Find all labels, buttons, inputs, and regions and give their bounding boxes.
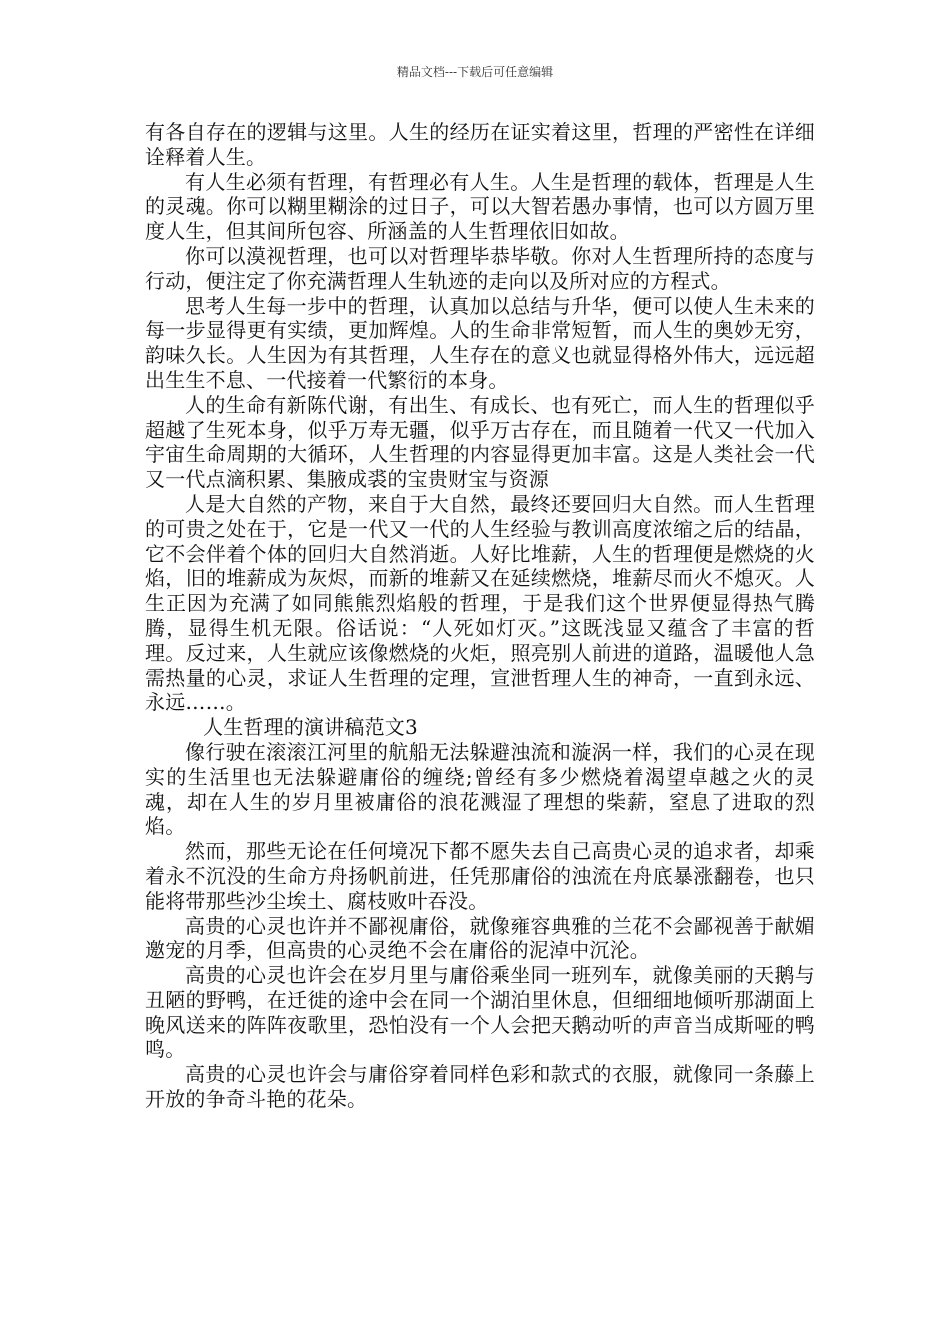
paragraph-10: 高贵的心灵也许会在岁月里与庸俗乘坐同一班列车，就像美丽的天鹅与丑陋的野鸭，在迁徙的途中会在同一个湖泊里休息，但细细地倾听那湖面上晚风送来的阵阵夜歌里，恐怕没有一个人会把天鹅动听的声音当成斯哑的鸭鸣。 bbox=[145, 963, 815, 1062]
paragraph-11: 高贵的心灵也许会与庸俗穿着同样色彩和款式的衣服，就像同一条藤上开放的争奇斗艳的花朵。 bbox=[145, 1062, 815, 1112]
paragraph-7: 像行驶在滚滚江河里的航船无法躲避浊流和漩涡一样，我们的心灵在现实的生活里也无法躲避庸俗的缠绕;曾经有多少燃烧着渴望卓越之火的灵魂，却在人生的岁月里被庸俗的浪花溅湿了理想的柴薪，窒息了进取的烈焰。 bbox=[145, 739, 815, 839]
page-header: 精品文档---下载后可任意编辑 bbox=[396, 65, 554, 79]
paragraph-6: 人是大自然的产物，来自于大自然，最终还要回归大自然。而人生哲理的可贵之处在于，它是一代又一代的人生经验与教训高度浓缩之后的结晶，它不会伴着个体的回归大自然消逝。人好比堆薪，人生的哲理便是燃烧的火焰，旧的堆薪成为灰烬，而新的堆薪又在延续燃烧，堆薪尽而火不熄灭。人生正因为充满了如同熊熊烈焰般的哲理，于是我们这个世界便显得热气腾腾，显得生机无限。俗话说：“人死如灯灭。”这既浅显又蕴含了丰富的哲理。反过来，人生就应该像燃烧的火炬，照亮别人前进的道路，温暖他人急需热量的心灵，求证人生哲理的定理，宣泄哲理人生的神奇，一直到永远、永远……。 bbox=[145, 491, 815, 715]
paragraph-2: 有人生必须有哲理，有哲理必有人生。人生是哲理的载体，哲理是人生的灵魂。你可以糊里糊涂的过日子，可以大智若愚办事情，也可以方圆万里度人生，但其间所包容、所涵盖的人生哲理依旧如故。 bbox=[145, 169, 815, 244]
document-body bbox=[145, 120, 815, 1112]
section-heading: 人生哲理的演讲稿范文3 bbox=[203, 715, 418, 740]
paragraph-9: 高贵的心灵也许并不鄙视庸俗，就像雍容典雅的兰花不会鄙视善于献媚邀宠的月季，但高贵的心灵绝不会在庸俗的泥淖中沉沦。 bbox=[145, 913, 815, 963]
paragraph-4: 思考人生每一步中的哲理，认真加以总结与升华，便可以使人生未来的每一步显得更有实绩，更加辉煌。人的生命非常短暂，而人生的奥妙无穷，韵味久长。人生因为有其哲理，人生存在的意义也就显得格外伟大，远远超出生生不息、一代接着一代繁衍的本身。 bbox=[145, 293, 815, 392]
paragraph-8: 然而，那些无论在任何境况下都不愿失去自己高贵心灵的追求者，却乘着永不沉没的生命方舟扬帆前进，任凭那庸俗的浊流在舟底暴涨翻卷，也只能将带那些沙尘埃土、腐枝败叶吞没。 bbox=[145, 839, 815, 913]
paragraph-1: 有各自存在的逻辑与这里。人生的经历在证实着这里，哲理的严密性在详细诠释着人生。 bbox=[145, 120, 815, 169]
paragraph-3: 你可以漠视哲理，也可以对哲理毕恭毕敬。你对人生哲理所持的态度与行动，便注定了你充满哲理人生轨迹的走向以及所对应的方程式。 bbox=[145, 243, 815, 293]
paragraph-5: 人的生命有新陈代谢，有出生、有成长、也有死亡，而人生的哲理似乎超越了生死本身，似乎万寿无疆，似乎万古存在，而且随着一代又一代加入宇宙生命周期的大循环，人生哲理的内容显得更加丰富。这是人类社会一代又一代点滴积累、集腋成裘的宝贵财宝与资源 bbox=[145, 392, 815, 492]
